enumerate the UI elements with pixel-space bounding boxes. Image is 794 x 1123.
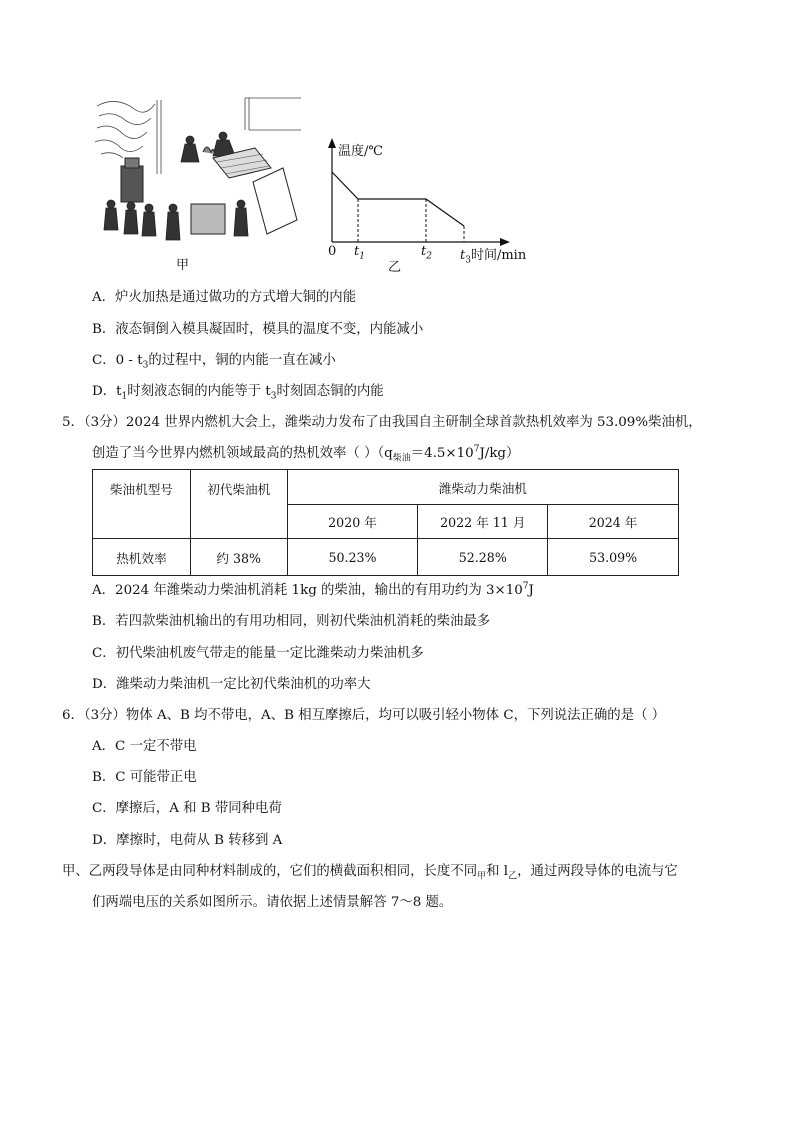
q6-option-c: C．摩擦后，A 和 B 带同种电荷 [92,801,282,816]
figure-jia-label: 甲 [176,258,190,273]
q4-option-b: B．液态铜倒入模具凝固时，模具的温度不变，内能减小 [92,322,424,337]
header-model: 柴油机型号 [93,470,191,539]
table-row [93,470,679,505]
cell-2022-value: 52.28% [418,539,548,576]
efficiency-table [92,469,679,576]
q6-option-b: B．C 可能带正电 [92,770,197,785]
figure-yi-label: 乙 [388,260,402,275]
q6-option-a: A．C 一定不带电 [92,739,197,754]
table-row [93,539,679,576]
q6-option-d: D．摩擦时，电荷从 B 转移到 A [92,833,283,848]
q5-option-b: B．若四款柴油机输出的有用功相同，则初代柴油机消耗的柴油最多 [92,614,491,629]
header-year-2020: 2020 年 [287,505,418,539]
cell-2024-value: 53.09% [548,539,679,576]
t3-x-axis-label: $t_3$时间/min [460,248,527,266]
q5-option-c: C．初代柴油机废气带走的能量一定比潍柴动力柴油机多 [92,646,424,661]
row-label-efficiency: 热机效率 [93,539,191,576]
q6-stem: 6．（3分）物体 A、B 均不带电，A、B 相互摩擦后，均可以吸引轻小物体 C，下列说法正确的是（ ） [62,708,666,723]
header-year-2022: 2022 年 11 月 [418,505,548,539]
t2-label: $t_2$ [421,244,432,262]
cooling-curve [332,172,464,226]
q5-stem-line2: 创造了当今世界内燃机领域最高的热机效率（ ）$(q_{柴油}=4.5\times 10^7J/kg)$ [92,444,520,464]
header-weichai: 潍柴动力柴油机 [287,470,678,505]
y-axis-label: 温度/℃ [338,144,383,159]
casting-workshop-illustration [95,96,302,252]
q5-option-a: A．2024 年潍柴动力柴油机消耗 1kg 的柴油，输出的有用功约为 $3\times 10^7J$ [92,581,534,598]
q5-stem-line1: 5．（3分）2024 世界内燃机大会上，潍柴动力发布了由我国自主研制全球首款热机效率为 53.09%柴油机， [62,415,702,430]
passage-line1: 甲、乙两段导体是由同种材料制成的，它们的横截面积相同，长度不同$_甲$和 $l_乙$，通过两段导体的电流与它 [62,864,678,882]
y-axis-arrow-icon [328,138,336,148]
q4-option-c: C．$0 - t_3$的过程中，铜的内能一直在减小 [92,353,336,371]
t1-label: $t_1$ [354,244,365,262]
cell-2020-value: 50.23% [287,539,418,576]
header-year-2024: 2024 年 [548,505,679,539]
figure-jia-illustration [95,96,302,252]
origin-label: 0 [328,244,337,259]
q5-option-d: D．潍柴动力柴油机一定比初代柴油机的功率大 [92,677,371,692]
passage-line2: 们两端电压的关系如图所示。请依据上述情景解答 7～8 题。 [92,895,453,910]
q4-option-a: A．炉火加热是通过做功的方式增大铜的内能 [92,290,357,305]
header-first-gen: 初代柴油机 [190,470,287,539]
cell-first-gen-value: 约 38% [190,539,287,576]
q4-option-d: D．$t_1$时刻液态铜的内能等于 $t_3$时刻固态铜的内能 [92,384,384,402]
